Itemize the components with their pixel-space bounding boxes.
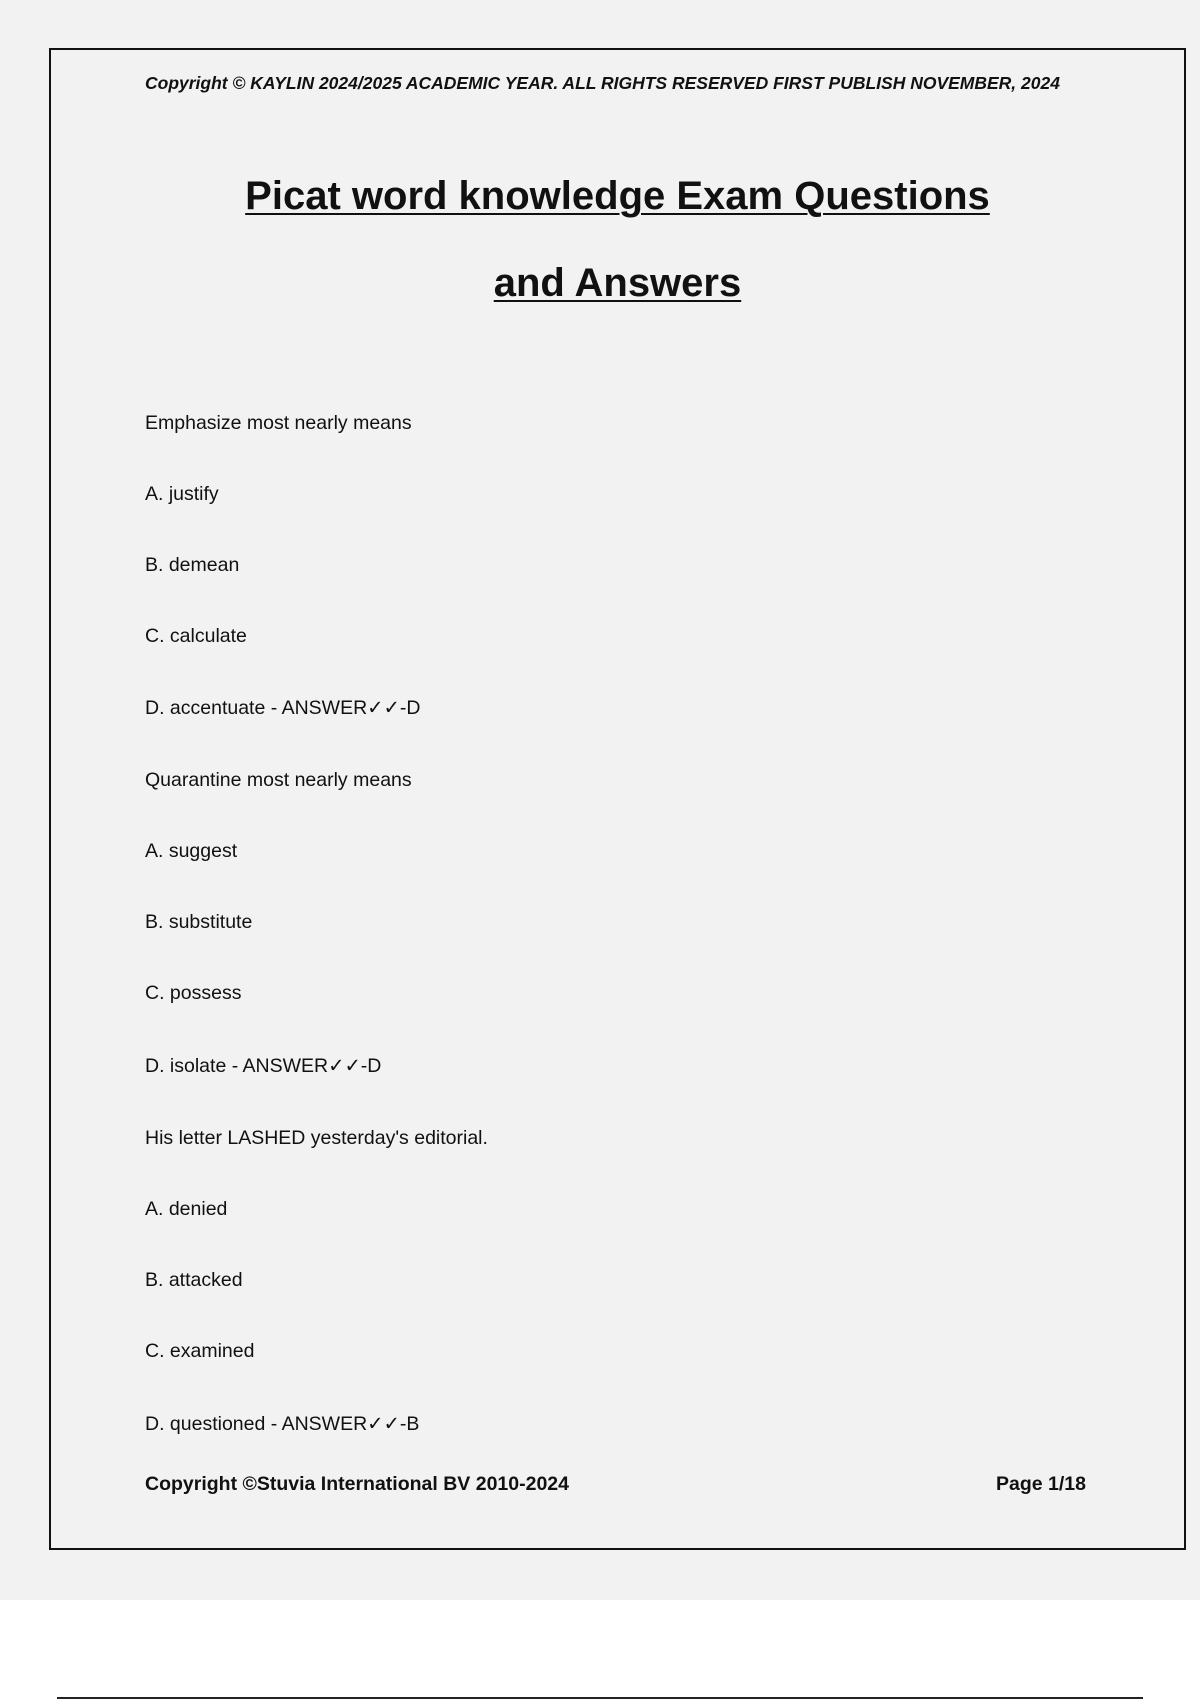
- question-1-option-b: B. demean: [145, 554, 240, 576]
- document-title-line-1: Picat word knowledge Exam Questions: [245, 174, 990, 218]
- document-title-line-2: and Answers: [493, 261, 742, 305]
- question-1-option-d-answer: D. accentuate - ANSWER✓✓-D: [145, 697, 421, 719]
- question-2-option-c: C. possess: [145, 982, 242, 1004]
- question-2-option-d-answer: D. isolate - ANSWER✓✓-D: [145, 1055, 382, 1077]
- question-3-prompt: His letter LASHED yesterday's editorial.: [145, 1127, 488, 1149]
- question-1-option-a: A. justify: [145, 483, 219, 505]
- question-2-prompt: Quarantine most nearly means: [145, 769, 412, 791]
- footer-copyright: Copyright ©Stuvia International BV 2010-2024: [145, 1473, 569, 1495]
- question-3-option-b: B. attacked: [145, 1269, 243, 1291]
- question-3-option-a: A. denied: [145, 1198, 228, 1220]
- question-2-option-a: A. suggest: [145, 840, 238, 862]
- question-1-option-c: C. calculate: [145, 625, 247, 647]
- next-page-divider: [57, 1697, 1143, 1699]
- question-3-option-c: C. examined: [145, 1340, 255, 1362]
- header-copyright: Copyright © KAYLIN 2024/2025 ACADEMIC YEAR. ALL RIGHTS RESERVED FIRST PUBLISH NOVEMBER, 2024: [145, 73, 1060, 93]
- question-3-option-d-answer: D. questioned - ANSWER✓✓-B: [145, 1413, 420, 1435]
- question-2-option-b: B. substitute: [145, 911, 253, 933]
- page-number: Page 1/18: [996, 1473, 1086, 1495]
- question-1-prompt: Emphasize most nearly means: [145, 412, 412, 434]
